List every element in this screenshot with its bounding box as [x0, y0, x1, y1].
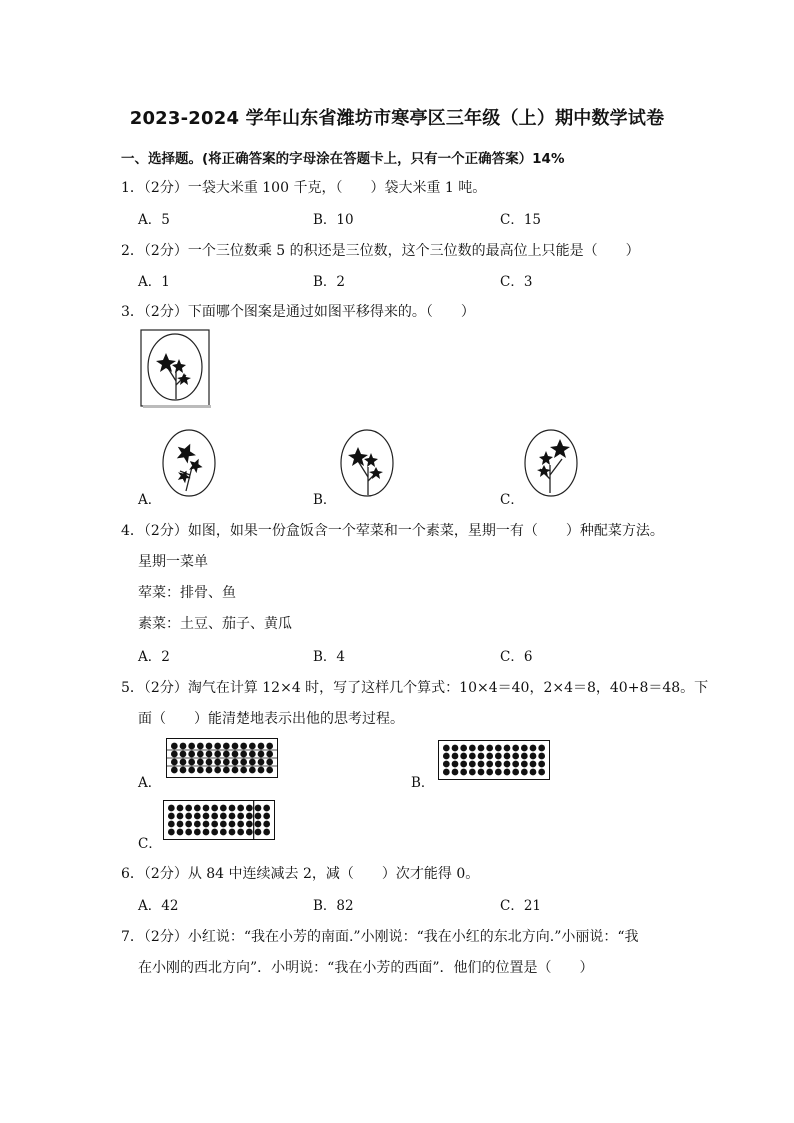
q1-option-c[interactable]: C．15: [500, 212, 542, 228]
question-5-line2: 面（ ）能清楚地表示出他的思考过程。: [138, 711, 404, 727]
q1-option-a[interactable]: A．5: [138, 212, 170, 228]
dot: [469, 761, 476, 768]
dot: [255, 821, 262, 828]
dot: [452, 769, 459, 776]
dot: [211, 813, 218, 820]
dot: [495, 769, 502, 776]
dot: [211, 821, 218, 828]
dot: [258, 751, 265, 758]
dot: [171, 759, 178, 766]
question-3: [121, 301, 475, 321]
dot: [530, 769, 537, 776]
q4-option-b[interactable]: B．4: [313, 649, 346, 665]
q4-option-c[interactable]: C．6: [500, 649, 533, 665]
q3-option-a-flower-image: [160, 427, 218, 499]
dot: [249, 751, 256, 758]
menu-meat-dishes: 荤菜：排骨、鱼: [138, 585, 236, 601]
dot: [504, 745, 511, 752]
dot: [266, 767, 273, 774]
dot: [504, 753, 511, 760]
q5-option-c[interactable]: C．: [138, 836, 162, 852]
dot: [521, 761, 528, 768]
dot: [206, 751, 213, 758]
q3-option-c-flower-image: [522, 427, 580, 499]
dot: [223, 759, 230, 766]
dot: [512, 753, 519, 760]
dot: [263, 821, 270, 828]
dot: [237, 821, 244, 828]
dot: [478, 761, 485, 768]
dot: [194, 821, 201, 828]
dot: [232, 767, 239, 774]
dot: [240, 751, 247, 758]
dot: [478, 753, 485, 760]
dot: [203, 813, 210, 820]
dot: [521, 769, 528, 776]
dot: [249, 759, 256, 766]
dot: [168, 829, 175, 836]
question-number: 2．: [121, 243, 144, 259]
q5-option-a[interactable]: A．: [138, 775, 162, 791]
dot: [504, 761, 511, 768]
dot: [177, 821, 184, 828]
dot: [194, 805, 201, 812]
dot: [229, 813, 236, 820]
dot: [171, 751, 178, 758]
dot: [237, 805, 244, 812]
dot: [188, 751, 195, 758]
dot: [180, 743, 187, 750]
dot: [495, 761, 502, 768]
dot: [188, 759, 195, 766]
dot: [229, 821, 236, 828]
dot: [486, 769, 493, 776]
dot: [258, 759, 265, 766]
dot: [249, 743, 256, 750]
dot: [258, 743, 265, 750]
dot: [197, 743, 204, 750]
section-heading: 一、选择题。(将正确答案的字母涂在答题卡上，只有一个正确答案）14%: [121, 151, 565, 167]
dot: [220, 821, 227, 828]
dot: [452, 745, 459, 752]
dot: [443, 753, 450, 760]
dot: [469, 745, 476, 752]
dot: [504, 769, 511, 776]
question-number: 6．: [121, 866, 144, 882]
dot: [180, 759, 187, 766]
dot: [185, 821, 192, 828]
dot: [263, 813, 270, 820]
dot: [521, 745, 528, 752]
q3-option-c[interactable]: C．: [500, 492, 524, 508]
dot: [214, 767, 221, 774]
dot: [188, 743, 195, 750]
q5-option-b-dot-grid: [438, 740, 550, 780]
dot: [232, 759, 239, 766]
dot: [197, 767, 204, 774]
dot: [469, 753, 476, 760]
q2-option-c[interactable]: C．3: [500, 274, 533, 290]
dot: [246, 829, 253, 836]
q2-option-b[interactable]: B．2: [313, 274, 346, 290]
dot: [443, 745, 450, 752]
q6-option-c[interactable]: C．21: [500, 898, 542, 914]
q3-option-b[interactable]: B．: [313, 492, 337, 508]
dot: [460, 761, 467, 768]
dot: [495, 753, 502, 760]
dot: [538, 769, 545, 776]
dot: [240, 743, 247, 750]
dot: [249, 767, 256, 774]
question-5: [121, 677, 708, 697]
dot: [240, 767, 247, 774]
question-number: 5．: [121, 680, 144, 696]
dot: [443, 769, 450, 776]
dot: [220, 829, 227, 836]
page-title: 2023-2024 学年山东省潍坊市寒亭区三年级（上）期中数学试卷: [129, 108, 665, 129]
question-number: 1．: [121, 180, 144, 196]
dot: [232, 751, 239, 758]
question-text: （2分）下面哪个图案是通过如图平移得来的。（ ）: [143, 304, 475, 320]
dot: [538, 753, 545, 760]
dot: [266, 759, 273, 766]
dot: [255, 813, 262, 820]
dot: [478, 769, 485, 776]
question-text: （2分）小红说：“我在小芳的南面.”小刚说：“我在小红的东北方向.”小丽说：“我: [143, 929, 639, 945]
dot: [443, 761, 450, 768]
dot: [188, 767, 195, 774]
dot: [177, 813, 184, 820]
q2-option-a[interactable]: A．1: [138, 274, 170, 290]
dot: [168, 805, 175, 812]
dot: [452, 761, 459, 768]
dot: [232, 743, 239, 750]
dot: [460, 769, 467, 776]
dot: [246, 805, 253, 812]
dot: [229, 805, 236, 812]
dot: [246, 813, 253, 820]
dot: [246, 821, 253, 828]
menu-vegetable-dishes: 素菜：土豆、茄子、黄瓜: [138, 616, 292, 632]
dot: [168, 821, 175, 828]
dot: [211, 805, 218, 812]
dot: [469, 769, 476, 776]
q5-option-c-dot-grid: [163, 800, 275, 840]
dot: [486, 753, 493, 760]
dot: [495, 745, 502, 752]
dot: [223, 743, 230, 750]
dot: [185, 813, 192, 820]
dot: [530, 753, 537, 760]
q5-option-b[interactable]: B．: [411, 775, 435, 791]
q3-option-a[interactable]: A．: [138, 492, 162, 508]
question-6: [121, 863, 479, 883]
q3-reference-flower-image: [140, 329, 212, 409]
question-text: （2分）淘气在计算 12×4 时，写了这样几个算式：10×4＝40，2×4＝8，40+8＝48。下: [143, 680, 709, 696]
question-2: [121, 240, 640, 260]
dot: [266, 751, 273, 758]
dot: [255, 805, 262, 812]
question-4: [121, 520, 664, 540]
dot: [185, 805, 192, 812]
question-text: （2分）如图，如果一份盒饭含一个荤菜和一个素菜，星期一有（ ）种配菜方法。: [143, 523, 664, 539]
question-text: （2分）一袋大米重 100 千克，（ ）袋大米重 1 吨。: [143, 180, 487, 196]
dot: [229, 829, 236, 836]
dot: [512, 761, 519, 768]
dot: [177, 805, 184, 812]
q3-option-b-flower-image: [338, 427, 396, 499]
dot: [258, 767, 265, 774]
dot: [512, 769, 519, 776]
dot: [203, 821, 210, 828]
dot: [168, 813, 175, 820]
dot: [185, 829, 192, 836]
dot: [220, 813, 227, 820]
dot: [206, 743, 213, 750]
dot: [452, 753, 459, 760]
dot: [263, 805, 270, 812]
question-7-line2: 在小刚的西北方向”．小明说：“我在小芳的西面”．他们的位置是（ ）: [138, 960, 594, 976]
dot: [203, 829, 210, 836]
dot: [530, 761, 537, 768]
menu-title: 星期一菜单: [138, 554, 208, 570]
dot: [486, 745, 493, 752]
q6-option-b[interactable]: B．82: [313, 898, 354, 914]
question-text: （2分）一个三位数乘 5 的积还是三位数，这个三位数的最高位上只能是（ ）: [143, 243, 640, 259]
dot: [206, 767, 213, 774]
dot: [197, 759, 204, 766]
dot: [214, 759, 221, 766]
q1-option-b[interactable]: B．10: [313, 212, 354, 228]
dot: [180, 767, 187, 774]
dot: [194, 829, 201, 836]
dot: [460, 753, 467, 760]
dot: [237, 829, 244, 836]
question-number: 3．: [121, 304, 144, 320]
dot: [240, 759, 247, 766]
dot: [486, 761, 493, 768]
dot: [177, 829, 184, 836]
dot: [223, 751, 230, 758]
dot: [266, 743, 273, 750]
dot: [180, 751, 187, 758]
q6-option-a[interactable]: A．42: [138, 898, 179, 914]
dot: [220, 805, 227, 812]
dot: [521, 753, 528, 760]
dot: [171, 767, 178, 774]
dot: [237, 813, 244, 820]
dot: [478, 745, 485, 752]
dot: [171, 743, 178, 750]
q4-option-a[interactable]: A．2: [138, 649, 170, 665]
dot: [223, 767, 230, 774]
question-text: （2分）从 84 中连续减去 2，减（ ）次才能得 0。: [143, 866, 480, 882]
dot: [255, 829, 262, 836]
dot: [538, 761, 545, 768]
dot: [214, 751, 221, 758]
dot: [460, 745, 467, 752]
dot: [203, 805, 210, 812]
question-1: [121, 177, 486, 197]
dot: [530, 745, 537, 752]
dot: [206, 759, 213, 766]
question-number: 4．: [121, 523, 144, 539]
dot: [211, 829, 218, 836]
dot: [263, 829, 270, 836]
question-7: [121, 926, 639, 946]
question-number: 7．: [121, 929, 144, 945]
dot: [197, 751, 204, 758]
dot: [214, 743, 221, 750]
dot: [538, 745, 545, 752]
dot: [194, 813, 201, 820]
q5-option-a-dot-grid: [166, 738, 278, 778]
dot: [512, 745, 519, 752]
